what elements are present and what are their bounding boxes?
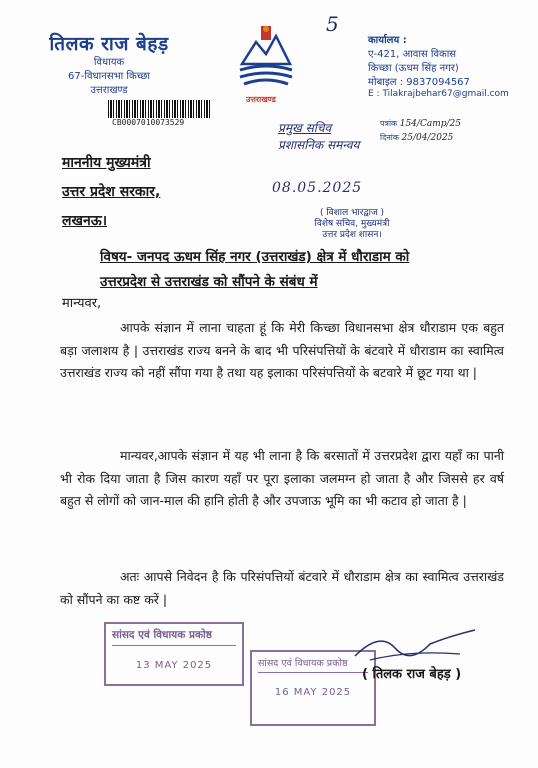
body-paragraph: मान्यवर,आपके संज्ञान में यह भी लाना है कि बरसातों में उत्तरप्रदेश द्वारा यहाँ का पानी भी रोक दिया जाता है जिस कारण यहाँ पर पूरा इलाका जलमग्न हो जाता है और जिससे हर वर्ष बहुत से लोगों को जान-माल की हानि होती है और उपजाऊ भूमि का भी कटाव हो जाता है | <box>60 448 504 508</box>
barcode-number: CB0007010073529 <box>112 118 185 127</box>
email-address: E : Tilakrajbehar67@gmail.com <box>368 89 509 99</box>
mla-constituency: 67-विधानसभा किच्छा <box>68 71 150 82</box>
officer-title1: विशेष सचिव, मुख्यमंत्री <box>314 219 390 229</box>
endorsement-line2: प्रशासनिक समन्वय <box>278 138 360 152</box>
signatory-name: ( तिलक राज बेहड़ ) <box>362 667 462 682</box>
handwritten-endorsement <box>278 120 418 154</box>
letterhead-right <box>368 34 528 90</box>
mobile-number: मोबाइल : 9837094567 <box>368 77 470 88</box>
stamp-title: सांसद एवं विधायक प्रकोष्ठ <box>258 656 368 673</box>
endorsement-line1: प्रमुख सचिव <box>278 121 332 135</box>
office-label: कार्यालय : <box>368 35 407 46</box>
addressee-line2: उत्तर प्रदेश सरकार, <box>62 184 161 200</box>
address-line1: ए-421, आवास विकास <box>368 49 457 60</box>
patrank-label: पत्रांक <box>380 119 398 128</box>
received-stamp <box>104 622 244 686</box>
mla-name: तिलक राज बेहड़ <box>49 33 169 55</box>
signature-icon <box>350 626 480 666</box>
addressee-line3: लखनऊ। <box>62 213 108 229</box>
subject-line2: उत्तरप्रदेश से उत्तराखंड को सौंपने के संबंध में <box>100 274 318 290</box>
barcode-icon <box>108 100 210 118</box>
officer-name: ( विशाल भारद्वाज ) <box>319 208 385 218</box>
letterhead-left <box>34 30 184 98</box>
stamp-title: सांसद एवं विधायक प्रकोष्ठ <box>112 628 236 646</box>
addressee <box>62 149 160 236</box>
subject <box>100 245 520 295</box>
salutation: मान्यवर, <box>62 296 102 311</box>
subject-line1: विषय- जनपद ऊधम सिंह नगर (उत्तराखंड) क्षेत्र में धौराडाम को <box>100 249 410 265</box>
stamp-date: 16 MAY 2025 <box>274 687 352 698</box>
patrank-value: 154/Camp/25 <box>399 119 461 129</box>
addressee-line1: माननीय मुख्यमंत्री <box>62 155 151 171</box>
officer-stamp <box>282 208 422 241</box>
page-number-mark: 5 <box>326 12 339 36</box>
handwritten-date: 08.05.2025 <box>272 180 363 196</box>
officer-title2: उत्तर प्रदेश शासन। <box>322 230 382 240</box>
stamp-date: 13 MAY 2025 <box>135 660 213 671</box>
emblem-label: उत्तराखण्ड <box>246 95 276 104</box>
body-paragraph: आपके संज्ञान में लाना चाहता हूं कि मेरी किच्छा विधानसभा क्षेत्र धौराडाम एक बहुत बड़ा जलाशय है | उत्तराखंड राज्य बनने के बाद भी परिसंपत्तियों के बंटवारे में धौराडाम का स्वामित्व उत्तराखंड राज्य को नहीं सौंपा गया है तथा यह इलाका परिसंपत्तियों के बटवारे में छूट गया था | <box>60 320 504 380</box>
mla-state: उत्तराखण्ड <box>90 85 128 96</box>
dinank-label: दिनांक <box>380 133 399 142</box>
body-paragraph: अतः आपसे निवेदन है कि परिसंपत्तियों बंटवारे में धौराडाम क्षेत्र का स्वामित्व उत्तराखंड को सौंपने का कष्ट करें | <box>60 569 504 607</box>
dinank-value: 25/04/2025 <box>401 133 454 143</box>
mla-designation: विधायक <box>93 57 125 68</box>
uttarakhand-emblem-icon <box>236 24 296 88</box>
address-line2: किच्छा (ऊधम सिंह नगर) <box>368 63 459 74</box>
